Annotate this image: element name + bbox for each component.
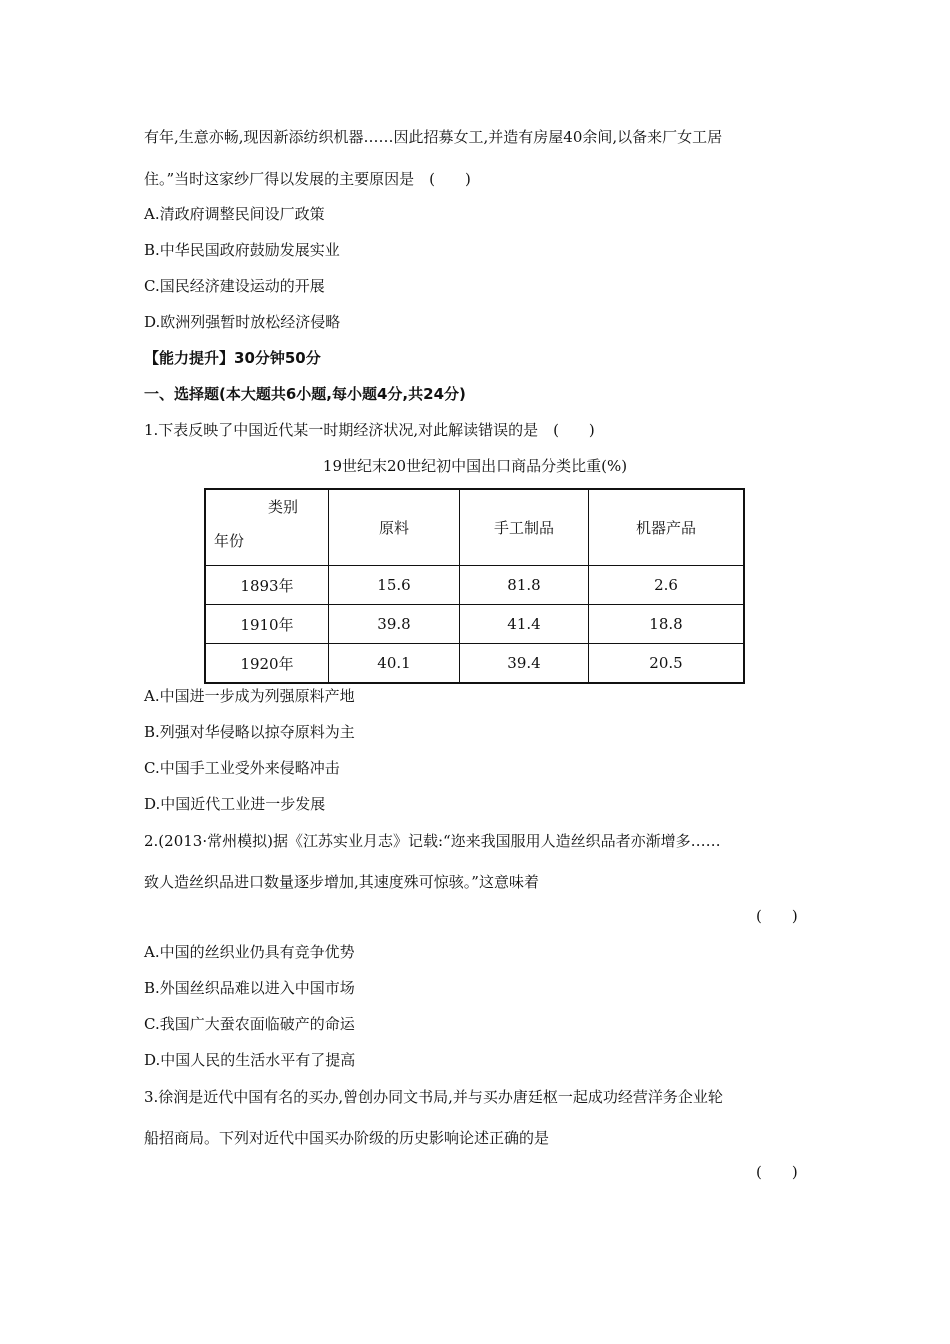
table-row [205, 644, 744, 684]
header-cell: 机器产品 [589, 489, 745, 566]
section-heading: 【能力提升】30分钟50分 [144, 349, 321, 367]
table-cell: 41.4 [460, 605, 589, 644]
text-line: 有年,生意亦畅,现因新添纺织机器……因此招募女工,并造有房屋40余间,以备来厂女工居 [144, 128, 723, 146]
table-cell: 2.6 [589, 566, 745, 605]
table-cell: 39.4 [460, 644, 589, 684]
corner-top-label: 类别 [267, 498, 298, 516]
option-a: A.中国进一步成为列强原料产地 [144, 687, 355, 705]
option-a: A.中国的丝织业仍具有竞争优势 [144, 943, 355, 961]
table-cell: 1893年 [205, 566, 329, 605]
table-cell: 18.8 [589, 605, 745, 644]
table-row [205, 566, 744, 605]
header-cell: 原料 [329, 489, 460, 566]
table-cell: 1920年 [205, 644, 329, 684]
part-heading: 一、选择题(本大题共6小题,每小题4分,共24分) [144, 385, 466, 403]
table-cell: 15.6 [329, 566, 460, 605]
question-2: 2.(2013·常州模拟)据《江苏实业月志》记载:“迩来我国服用人造丝织品者亦渐增多…… [144, 832, 721, 850]
option-b: B.中华民国政府鼓励发展实业 [144, 241, 340, 259]
option-c: C.国民经济建设运动的开展 [144, 277, 325, 295]
option-c: C.我国广大蚕农面临破产的命运 [144, 1015, 355, 1033]
option-d: D.中国人民的生活水平有了提高 [144, 1051, 356, 1069]
table-cell: 20.5 [589, 644, 745, 684]
answer-bracket: ( ) [756, 907, 798, 925]
export-table [204, 488, 745, 684]
question-3: 3.徐润是近代中国有名的买办,曾创办同文书局,并与买办唐廷枢一起成功经营洋务企业轮 [144, 1088, 723, 1106]
table-cell: 40.1 [329, 644, 460, 684]
option-a: A.清政府调整民间设厂政策 [144, 205, 325, 223]
table-header-row [205, 489, 744, 566]
option-b: B.列强对华侵略以掠夺原料为主 [144, 723, 355, 741]
header-cell: 手工制品 [460, 489, 589, 566]
option-d: D.中国近代工业进一步发展 [144, 795, 326, 813]
question-3-continued: 船招商局。下列对近代中国买办阶级的历史影响论述正确的是 [144, 1129, 550, 1147]
table-cell: 39.8 [329, 605, 460, 644]
table-corner-cell [205, 489, 329, 566]
table-row [205, 605, 744, 644]
table-cell: 81.8 [460, 566, 589, 605]
table-caption: 19世纪末20世纪初中国出口商品分类比重(%) [322, 457, 628, 475]
question-1: 1.下表反映了中国近代某一时期经济状况,对此解读错误的是 ( ) [144, 421, 595, 439]
option-c: C.中国手工业受外来侵略冲击 [144, 759, 340, 777]
option-d: D.欧洲列强暂时放松经济侵略 [144, 313, 341, 331]
answer-bracket: ( ) [756, 1163, 798, 1181]
corner-bottom-label: 年份 [214, 532, 245, 550]
question-2-continued: 致人造丝织品进口数量逐步增加,其速度殊可惊骇。”这意味着 [144, 873, 539, 891]
text-line: 住。”当时这家纱厂得以发展的主要原因是 ( ) [144, 170, 471, 188]
option-b: B.外国丝织品难以进入中国市场 [144, 979, 355, 997]
table-cell: 1910年 [205, 605, 329, 644]
